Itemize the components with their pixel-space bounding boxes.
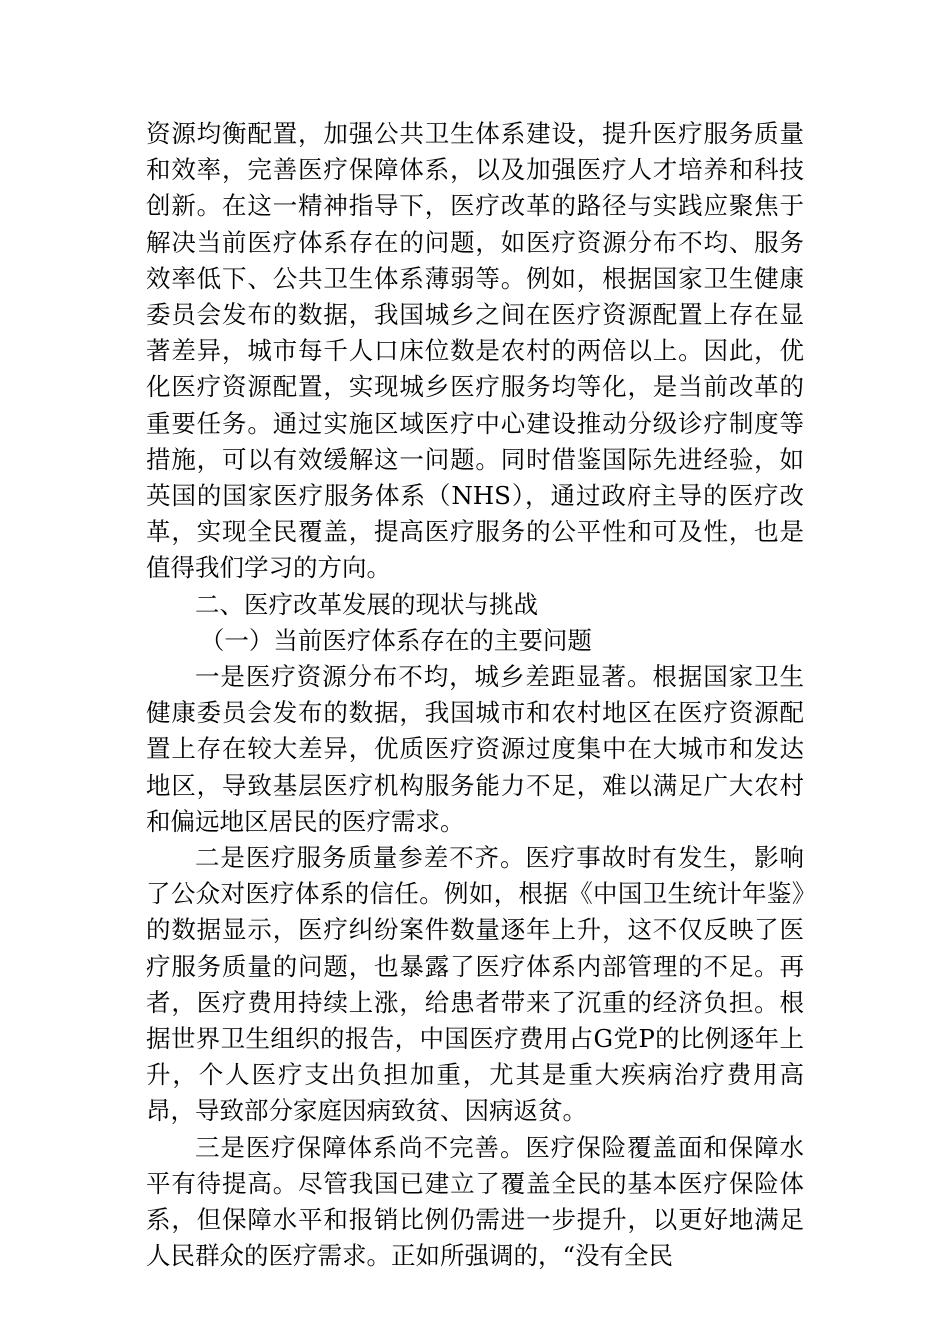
document-page: [146, 116, 804, 1275]
body-paragraph-2: 二是医疗服务质量参差不齐。医疗事故时有发生，影响了公众对医疗体系的信任。例如，根据《中国卫生统计年鉴》的数据显示，医疗纠纷案件数量逐年上升，这不仅反映了医疗服务质量的问题，也暴露了医疗体系内部管理的不足。再者，医疗费用持续上涨，给患者带来了沉重的经济负担。根据世界卫生组织的报告，中国医疗费用占G党P的比例逐年上升，个人医疗支出负担加重，尤其是重大疾病治疗费用高昂，导致部分家庭因病致贫、因病返贫。: [146, 843, 804, 1126]
body-paragraph-3: 三是医疗保障体系尚不完善。医疗保险覆盖面和保障水平有待提高。尽管我国已建立了覆盖全民的基本医疗保险体系，但保障水平和报销比例仍需进一步提升，以更好地满足人民群众的医疗需求。正如所强调的，“没有全民: [146, 1132, 804, 1271]
section-heading: 二、医疗改革发展的现状与挑战: [195, 589, 538, 619]
subsection-heading: （一）当前医疗体系存在的主要问题: [199, 625, 592, 655]
body-paragraph-1: 一是医疗资源分布不均，城乡差距显著。根据国家卫生健康委员会发布的数据，我国城市和农村地区在医疗资源配置上存在较大差异，优质医疗资源过度集中在大城市和发达地区，导致基层医疗机构服务能力不足，难以满足广大农村和偏远地区居民的医疗需求。: [146, 662, 804, 836]
intro-paragraph: 资源均衡配置，加强公共卫生体系建设，提升医疗服务质量和效率，完善医疗保障体系，以及加强医疗人才培养和科技创新。在这一精神指导下，医疗改革的路径与实践应聚焦于解决当前医疗体系存在的问题，如医疗资源分布不均、服务效率低下、公共卫生体系薄弱等。例如，根据国家卫生健康委员会发布的数据，我国城乡之间在医疗资源配置上存在显著差异，城市每千人口床位数是农村的两倍以上。因此，优化医疗资源配置，实现城乡医疗服务均等化，是当前改革的重要任务。通过实施区域医疗中心建设推动分级诊疗制度等措施，可以有效缓解这一问题。同时借鉴国际先进经验，如英国的国家医疗服务体系（NHS），通过政府主导的医疗改革，实现全民覆盖，提高医疗服务的公平性和可及性，也是值得我们学习的方向。: [146, 119, 804, 583]
